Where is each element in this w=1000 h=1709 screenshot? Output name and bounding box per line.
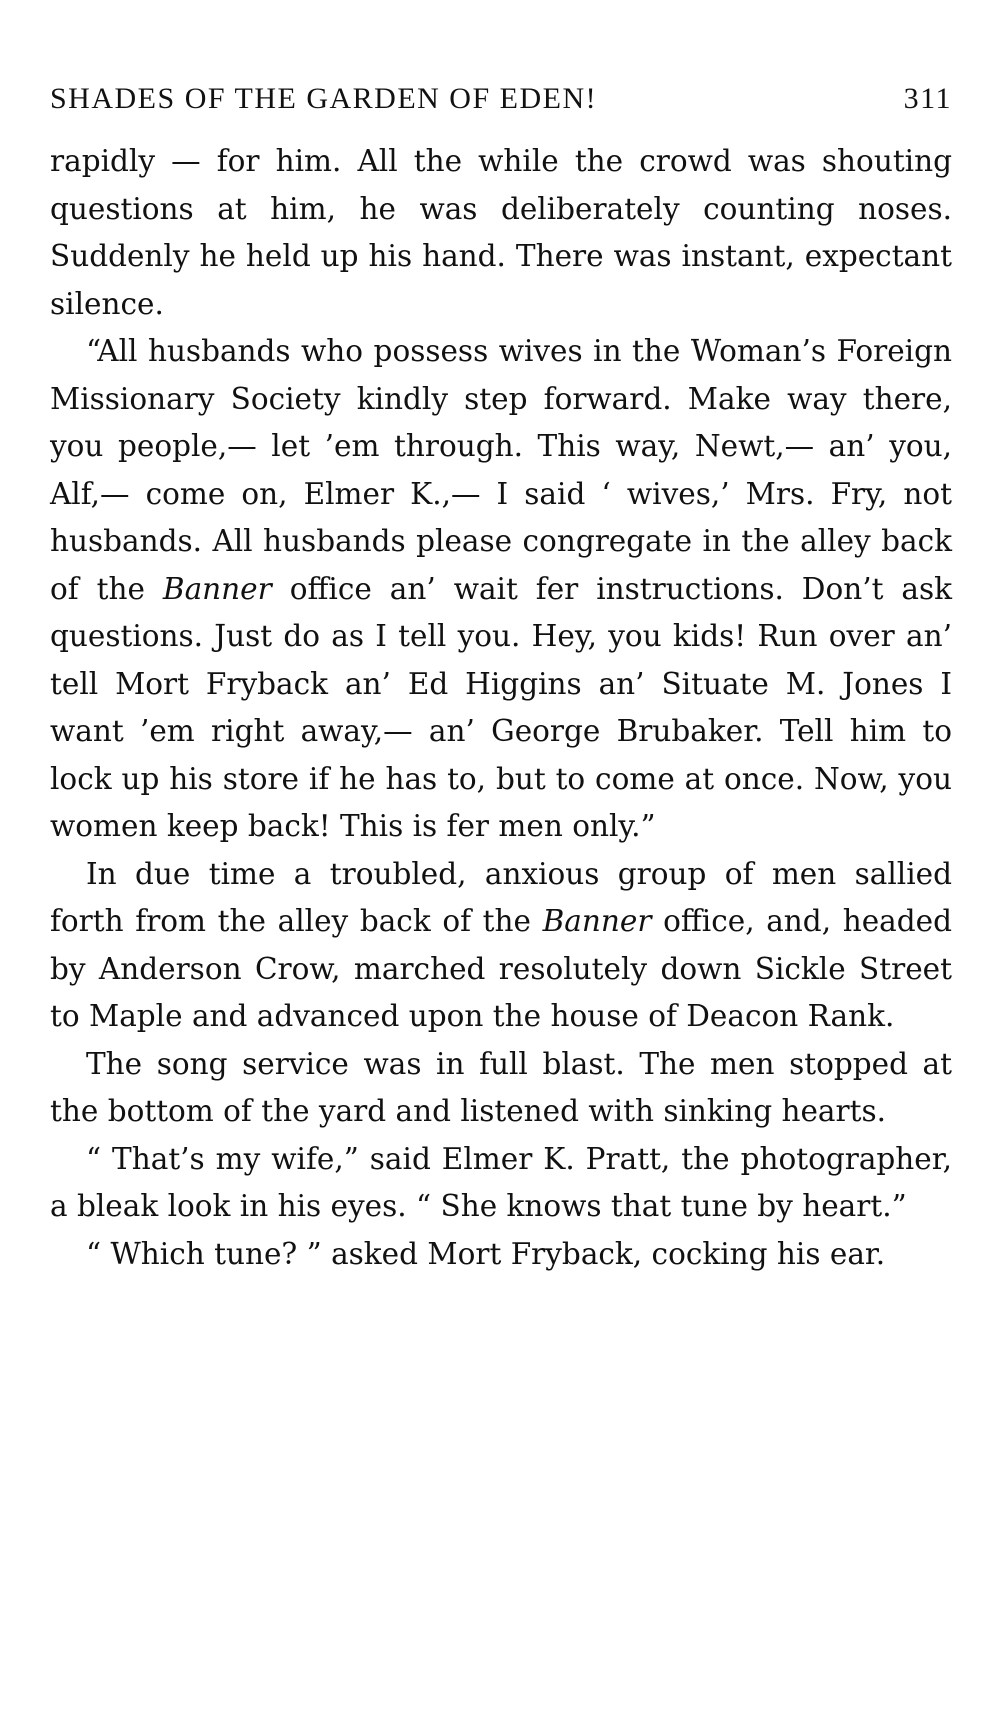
running-header bbox=[50, 82, 952, 128]
paragraph-text: “ That’s my wife,” said Elmer K. Pratt, the photographer, a bleak look in his eyes. “ She knows that tune by heart.” bbox=[50, 1141, 952, 1223]
paragraph-5 bbox=[50, 1136, 952, 1231]
paragraph-2 bbox=[50, 328, 952, 851]
paragraph-text: “All husbands who possess wives in the Woman’s Foreign Missionary Society kindly step forward. Make way there, you people,— let ’em through. This way, Newt,— an’ you, Alf,— come on, Elmer K.,— I said ‘ wives,’ Mrs. Fry, not husbands. All husbands please congregate in the alley back of the bbox=[50, 334, 952, 606]
paragraph-text: office an’ wait fer instructions. Don’t ask questions. Just do as I tell you. Hey, you kids! Run over an’ tell Mort Fryback an’ Ed Higgins an’ Situate M. Jones I want ’em right away,— an’ George Brubaker. Tell him to lock up his store if he has to, but to come at once. Now, you women keep back! This is fer men only.” bbox=[50, 571, 952, 843]
book-page bbox=[50, 82, 952, 1278]
page-number: 311 bbox=[903, 82, 952, 115]
running-title: SHADES OF THE GARDEN OF EDEN! bbox=[50, 82, 598, 115]
paragraph-text: rapidly — for him. All the while the crowd was shouting questions at him, he was deliberately counting noses. Suddenly he held up his hand. There was instant, expectant silence. bbox=[50, 144, 952, 321]
paragraph-text: office, and, headed by Anderson Crow, marched resolutely down Sickle Street to Maple and advanced upon the house of Deacon Rank. bbox=[50, 904, 952, 1033]
paragraph-6 bbox=[50, 1231, 952, 1279]
newspaper-name: Banner bbox=[542, 904, 652, 938]
body-text bbox=[50, 138, 952, 1278]
newspaper-name: Banner bbox=[162, 571, 272, 606]
paragraph-3 bbox=[50, 851, 952, 1041]
paragraph-text: The song service was in full blast. The men stopped at the bottom of the yard and listened with sinking hearts. bbox=[50, 1046, 952, 1128]
paragraph-1 bbox=[50, 138, 952, 328]
paragraph-text: In due time a troubled, anxious group of men sallied forth from the alley back of the bbox=[50, 856, 952, 938]
paragraph-4 bbox=[50, 1041, 952, 1136]
paragraph-text: “ Which tune? ” asked Mort Fryback, cocking his ear. bbox=[86, 1236, 886, 1271]
